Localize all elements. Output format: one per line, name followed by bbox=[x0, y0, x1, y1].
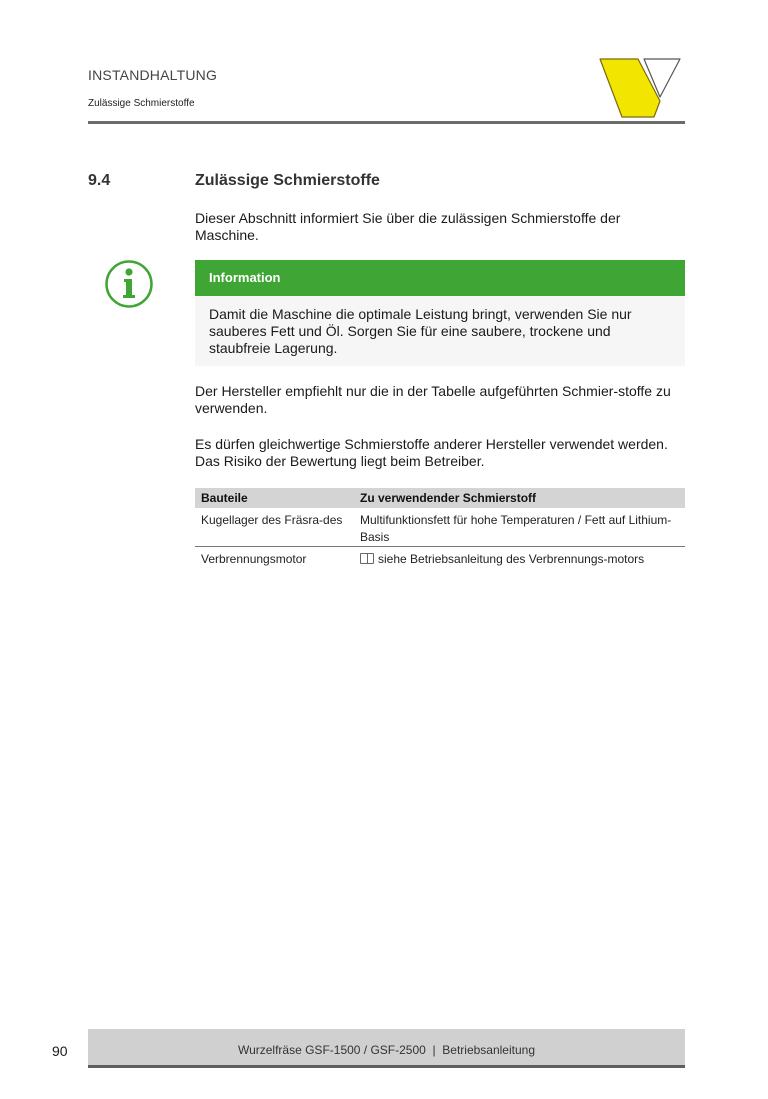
header-chapter: INSTANDHALTUNG bbox=[88, 67, 218, 83]
footer-divider bbox=[88, 1065, 685, 1068]
footer-text: Wurzelfräse GSF-1500 / GSF-2500 | Betriebsanleitung bbox=[237, 1043, 536, 1057]
info-box-title: Information bbox=[195, 260, 685, 296]
table-cell-part: Kugellager des Fräsra-des bbox=[201, 513, 343, 527]
info-box bbox=[195, 260, 685, 366]
section-title: Zulässige Schmierstoffe bbox=[195, 172, 380, 189]
footer-bar bbox=[88, 1029, 685, 1065]
table-row bbox=[195, 508, 685, 547]
paragraph-recommendation: Der Hersteller empfiehlt nur die in der Tabelle aufgeführten Schmier-stoffe zu verwenden. bbox=[195, 383, 671, 416]
page-number: 90 bbox=[52, 1043, 68, 1059]
table-cell-lubricant-ref bbox=[360, 551, 685, 568]
book-icon bbox=[360, 553, 374, 564]
table-cell-lubricant: Multifunktionsfett für hohe Temperaturen / Fett auf Lithium-Basis bbox=[360, 513, 672, 544]
section-number: 9.4 bbox=[88, 172, 111, 189]
info-circle-icon bbox=[104, 259, 154, 309]
lubricant-table bbox=[195, 488, 685, 568]
header-subtitle: Zulässige Schmierstoffe bbox=[88, 98, 195, 109]
table-row bbox=[195, 547, 685, 568]
table-cell-lubricant: siehe Betriebsanleitung des Verbrennungs-motors bbox=[378, 552, 645, 566]
table-header-parts: Bauteile bbox=[201, 491, 248, 505]
table-header-lubricant: Zu verwendender Schmierstoff bbox=[360, 491, 537, 505]
company-logo bbox=[598, 57, 682, 119]
table-header-row bbox=[195, 488, 685, 508]
table-cell-part: Verbrennungsmotor bbox=[201, 552, 307, 566]
header-divider bbox=[88, 121, 685, 124]
section-intro: Dieser Abschnitt informiert Sie über die zulässigen Schmierstoffe der Maschine. bbox=[195, 210, 621, 243]
paragraph-equivalent: Es dürfen gleichwertige Schmierstoffe anderer Hersteller verwendet werden. Das Risiko der Bewertung liegt beim Betreiber. bbox=[195, 436, 668, 469]
info-box-text: Damit die Maschine die optimale Leistung bringt, verwenden Sie nur sauberes Fett und Öl. Sorgen Sie für eine saubere, trockene und staubfreie Lagerung. bbox=[209, 306, 632, 356]
